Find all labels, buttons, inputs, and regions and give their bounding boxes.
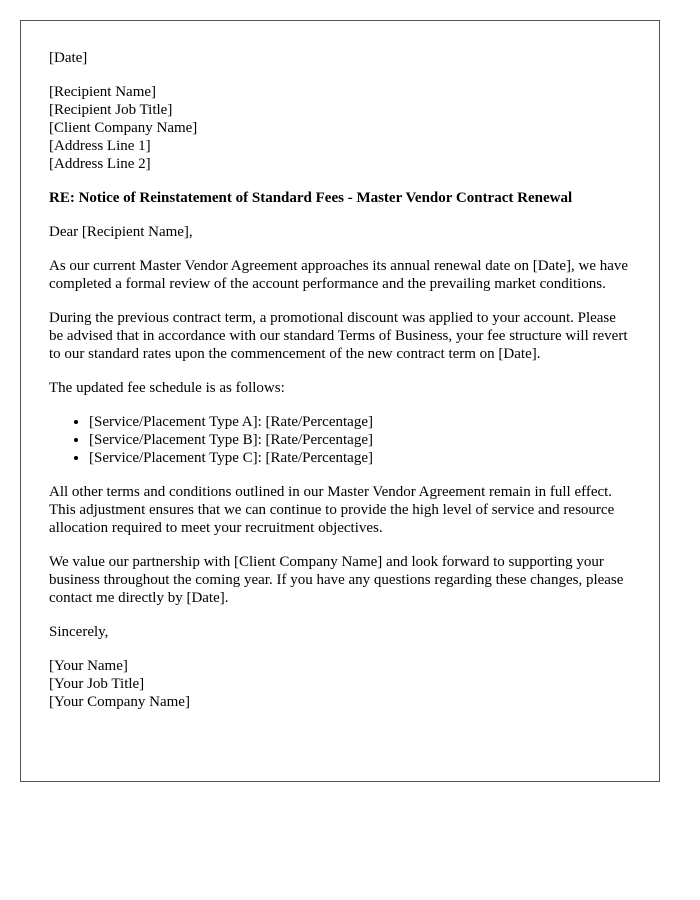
- recipient-name: [Recipient Name]: [49, 84, 157, 100]
- salutation: Dear [Recipient Name],: [49, 224, 193, 240]
- body-paragraph: All other terms and conditions outlined in our Master Vendor Agreement remain in full effect. This adjustment ensures that we can continue to provide the high level of service and resource allocation required to meet your recruitment objectives.: [49, 484, 615, 536]
- body-paragraph: We value our partnership with [Client Company Name] and look forward to supporting your business throughout the coming year. If you have any questions regarding these changes, please contact me directly by [Date].: [49, 554, 624, 606]
- sign-off: Sincerely,: [49, 624, 109, 640]
- fee-schedule-item: • [Service/Placement Type A]: [Rate/Percentage]: [89, 413, 631, 431]
- sender-company: [Your Company Name]: [49, 694, 190, 710]
- sender-name: [Your Name]: [49, 658, 128, 674]
- letter-date: [49, 49, 631, 67]
- recipient-address-line-1: [Address Line 1]: [49, 138, 151, 154]
- recipient-job-title: [Recipient Job Title]: [49, 102, 173, 118]
- body-paragraph: During the previous contract term, a promotional discount was applied to your account. Please be advised that in accordance with our standard Terms of Business, your fee structure will revert to our standard rates upon the commencement of the new contract term on [Date].: [49, 310, 628, 362]
- fee-schedule-item: • [Service/Placement Type B]: [Rate/Percentage]: [89, 431, 631, 449]
- recipient-address-line-2: [Address Line 2]: [49, 156, 151, 172]
- recipient-company: [Client Company Name]: [49, 120, 198, 136]
- sender-signature-block: [49, 657, 631, 711]
- letter-page: [20, 20, 660, 782]
- body-paragraph: The updated fee schedule is as follows:: [49, 380, 285, 396]
- fee-schedule-list: [49, 413, 631, 467]
- body-paragraph: As our current Master Vendor Agreement approaches its annual renewal date on [Date], we have completed a formal review of the account performance and the prevailing market conditions.: [49, 258, 629, 292]
- date-text: [Date]: [49, 50, 88, 66]
- recipient-address-block: [49, 83, 631, 173]
- fee-schedule-item: • [Service/Placement Type C]: [Rate/Percentage]: [89, 449, 631, 467]
- sender-job-title: [Your Job Title]: [49, 676, 145, 692]
- subject-line: RE: Notice of Reinstatement of Standard Fees - Master Vendor Contract Renewal: [49, 190, 573, 206]
